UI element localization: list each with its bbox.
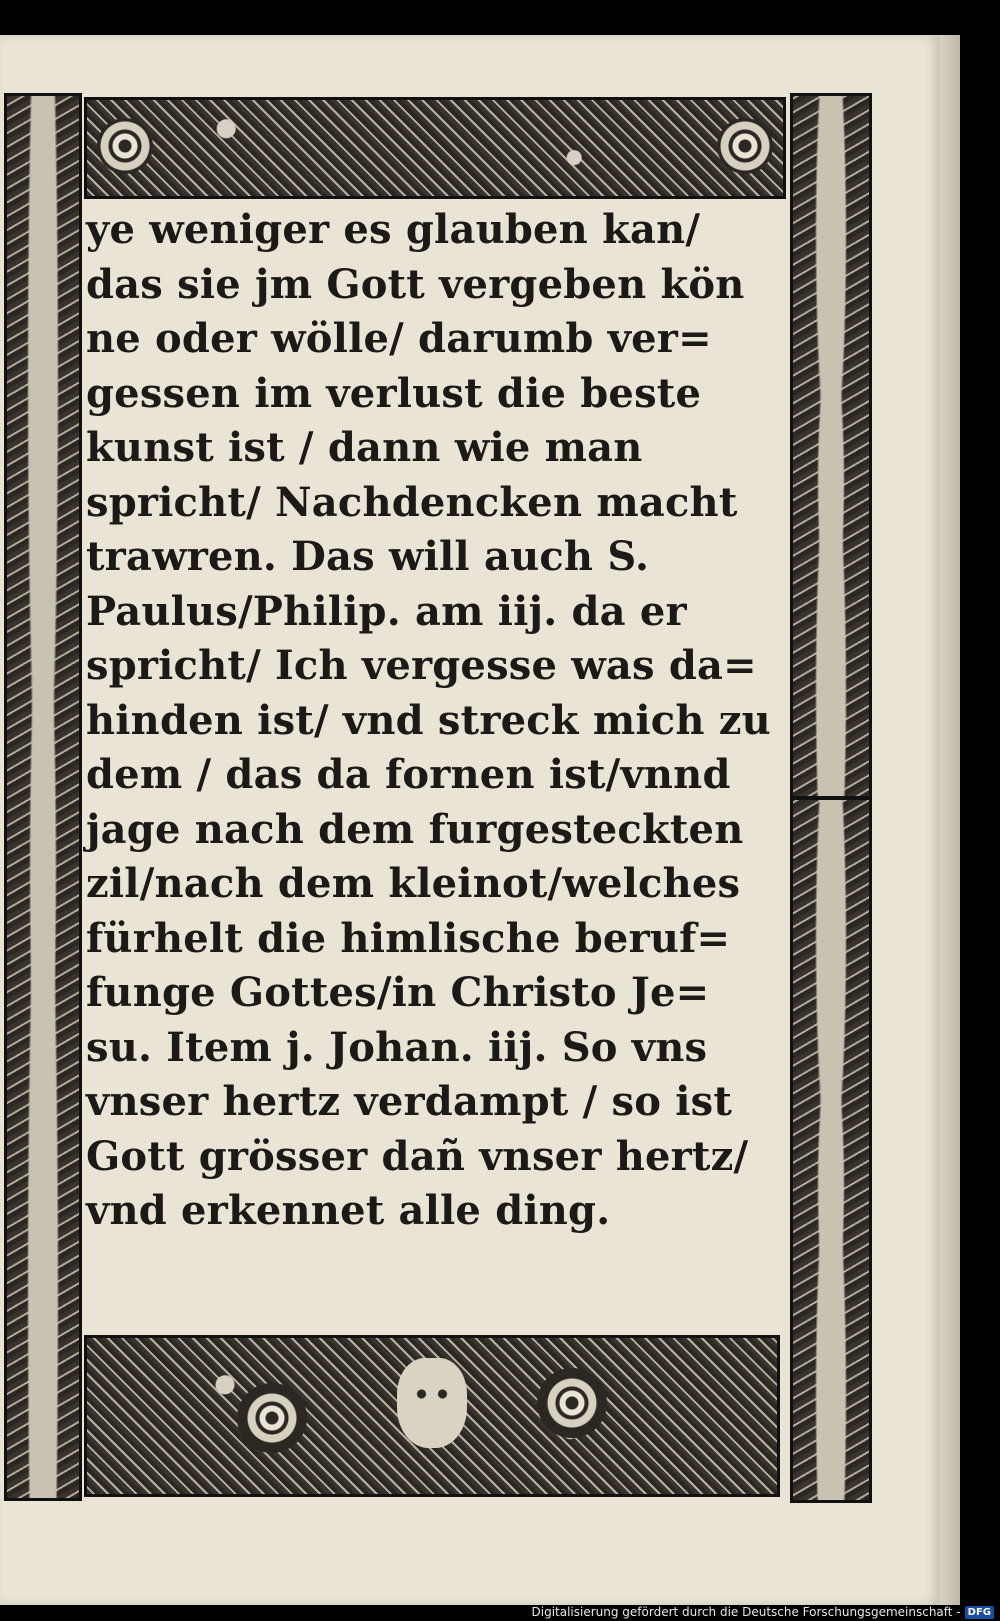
text-line: su. Item j. Johan. iij. So vns xyxy=(86,1023,708,1071)
rosette-icon xyxy=(97,118,153,174)
text-line: kunst ist / dann wie man xyxy=(86,424,643,471)
digitization-credit xyxy=(532,1605,995,1619)
text-line: vnser hertz verdampt / so ist xyxy=(86,1078,733,1125)
text-line: vnd erkennet alle ding. xyxy=(86,1187,611,1234)
text-line: gessen im verlust die beste xyxy=(86,369,702,417)
book-page xyxy=(0,35,940,1605)
credit-text: Digitalisierung gefördert durch die Deutsche Forschungsgemeinschaft - xyxy=(531,1605,961,1619)
dfg-logo: DFG xyxy=(965,1606,994,1619)
rosette-icon xyxy=(717,118,773,174)
rosette-icon xyxy=(537,1368,607,1438)
text-line: Paulus/Philip. am iij. da er xyxy=(86,587,687,635)
text-line: spricht/ Ich vergesse was da= xyxy=(86,642,757,689)
text-line: hinden ist/ vnd streck mich zu xyxy=(86,696,771,744)
face-mask-icon xyxy=(397,1358,467,1448)
text-line: fürhelt die himlische beruf= xyxy=(86,914,731,962)
text-line: ye weniger es glauben kan/ xyxy=(86,206,701,253)
text-line: zil/nach dem kleinot/welches xyxy=(86,860,741,907)
foliage-ornament xyxy=(87,100,783,196)
top-woodcut-border xyxy=(84,97,786,199)
twisted-column-ornament xyxy=(793,96,869,796)
left-woodcut-border xyxy=(4,93,82,1501)
candelabra-ornament xyxy=(7,96,79,1498)
right-upper-woodcut-border xyxy=(790,93,872,799)
text-line: spricht/ Nachdencken macht xyxy=(86,478,738,526)
rosette-icon xyxy=(237,1383,307,1453)
bottom-woodcut-border xyxy=(84,1335,780,1497)
text-line: jage nach dem furgesteckten xyxy=(86,805,744,853)
text-line: dem / das da fornen ist/vnnd xyxy=(86,751,731,798)
blackletter-text-block xyxy=(86,203,776,1239)
text-line: ne oder wölle/ darumb ver= xyxy=(86,315,712,362)
text-line: das sie jm Gott vergeben kön xyxy=(86,260,745,308)
twisted-column-ornament xyxy=(793,800,869,1500)
text-line: trawren. Das will auch S. xyxy=(86,533,650,580)
text-line: funge Gottes/in Christo Je= xyxy=(86,969,710,1016)
text-line: Gott grösser dañ vnser hertz/ xyxy=(86,1132,749,1180)
right-lower-woodcut-border xyxy=(790,797,872,1503)
